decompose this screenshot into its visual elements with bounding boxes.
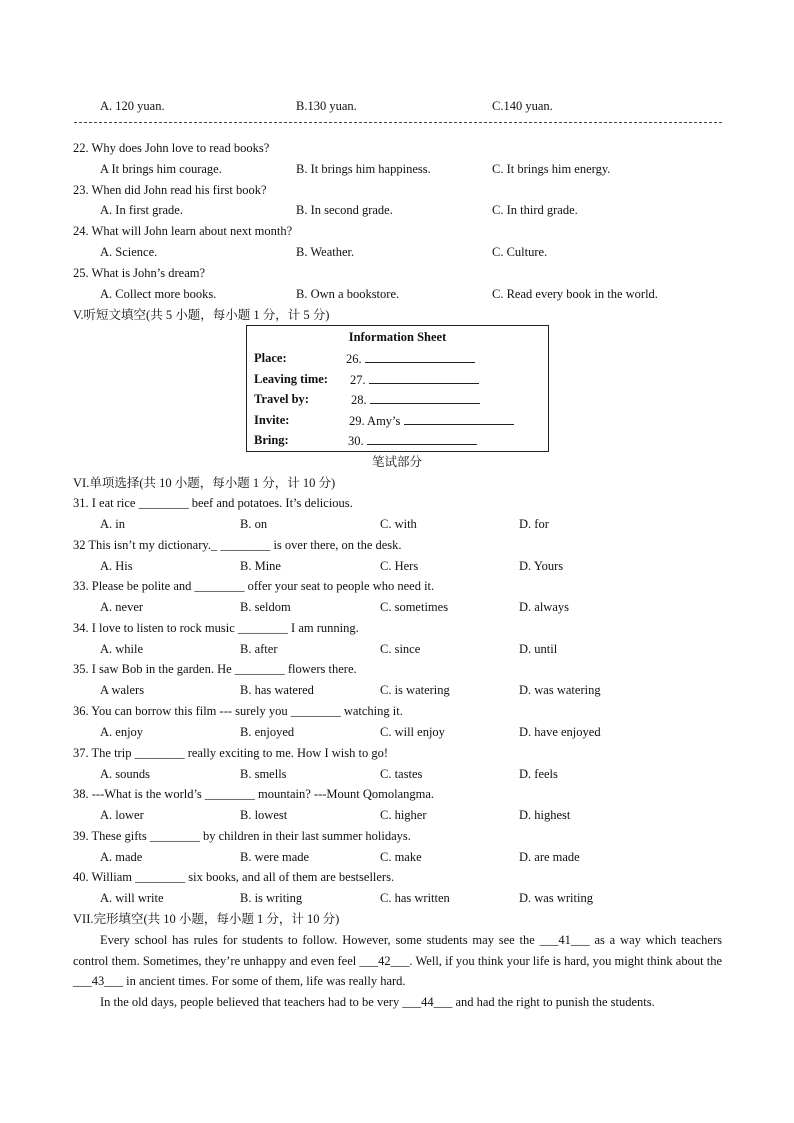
info-row-leaving-time [254,371,328,387]
information-sheet [246,325,549,452]
q36-option-c[interactable]: C. will enjoy [380,725,445,739]
q31-option-b[interactable]: B. on [240,517,268,531]
q35-option-c[interactable]: C. is watering [380,683,450,698]
q32-option-d[interactable]: D. Yours [519,558,564,573]
info-row-place [254,350,287,366]
info-label: Leaving time: [254,372,328,386]
question-32: 32 This isn’t my dictionary._ ________ is over there, on the desk. [73,537,402,552]
info-label: Place: [254,351,287,365]
q21-option-a[interactable]: A. 120 yuan. [100,99,165,113]
question-31: 31. I eat rice ________ beef and potatoes. It’s delicious. [73,496,353,510]
q37-option-b[interactable]: B. smells [240,766,287,781]
q38-option-b[interactable]: B. lowest [240,808,288,823]
q34-option-d[interactable]: D. until [519,641,558,656]
question-23: 23. When did John read his first book? [73,183,267,197]
q33-option-a[interactable]: A. never [100,600,144,615]
q36-option-a[interactable]: A. enjoy [100,725,144,739]
q34-option-c[interactable]: C. since [380,641,421,656]
section-vii-heading: VII.完形填空(共 10 小题，每小题 1 分，计 10 分) [73,912,340,926]
q33-option-c[interactable]: C. sometimes [380,600,449,615]
question-36: 36. You can borrow this film --- surely you ________ watching it. [73,704,403,718]
q21-option-b[interactable]: B.130 yuan. [296,99,357,113]
q23-option-a[interactable]: A. In first grade. [100,203,183,217]
info-label: Travel by: [254,392,309,406]
q39-option-c[interactable]: C. make [380,849,422,864]
question-35: 35. I saw Bob in the garden. He ________ flowers there. [73,662,357,677]
info-number: 29. Amy’s [349,414,401,428]
info-field-29[interactable] [349,412,514,429]
q35-option-d[interactable]: D. was watering [519,683,601,698]
q35-option-a[interactable]: A walers [100,683,145,698]
q40-option-a[interactable]: A. will write [100,891,164,906]
dashed-divider [74,122,722,123]
info-number: 30. [348,434,364,448]
written-part-heading: 笔试部分 [371,455,422,469]
q34-option-b[interactable]: B. after [240,641,278,656]
q22-option-b[interactable]: B. It brings him happiness. [296,162,431,176]
q36-option-d[interactable]: D. have enjoyed [519,725,601,739]
q32-option-b[interactable]: B. Mine [240,558,281,573]
q24-option-c[interactable]: C. Culture. [492,245,548,259]
q34-option-a[interactable]: A. while [100,641,144,656]
q23-option-b[interactable]: B. In second grade. [296,203,393,217]
question-34: 34. I love to listen to rock music ________ I am running. [73,620,359,635]
cloze-paragraph-2: In the old days, people believed that teachers had to be very ___44___ and had the right to punish the students. [100,994,655,1009]
q40-option-b[interactable]: B. is writing [240,891,303,906]
q33-option-d[interactable]: D. always [519,600,569,615]
q38-option-c[interactable]: C. higher [380,808,427,823]
q32-option-a[interactable]: A. His [100,558,133,573]
section-vi-heading: VI.单项选择(共 10 小题，每小题 1 分，计 10 分) [73,476,336,490]
info-number: 26. [346,352,362,366]
q22-option-a[interactable]: A It brings him courage. [100,162,222,176]
q21-option-c[interactable]: C.140 yuan. [492,99,553,113]
info-field-26[interactable] [346,350,475,367]
question-22: 22. Why does John love to read books? [73,141,270,155]
info-label: Bring: [254,433,289,447]
info-number: 28. [351,393,367,407]
cloze-paragraph-1: Every school has rules for students to follow. However, some students may see the ___41___ as a way which teachers control them. Sometimes, they’re unhappy and even feel ___42___. Well, if you think your life is hard, you might think about the ___43___ in ancient times. For some of them, life was really hard. [73,933,722,988]
q31-option-d[interactable]: D. for [519,517,549,531]
q25-option-c[interactable]: C. Read every book in the world. [492,287,658,301]
cloze-passage [73,930,722,1012]
info-row-travel-by [254,391,309,407]
question-38: 38. ---What is the world’s ________ mountain? ---Mount Qomolangma. [73,787,435,802]
question-37: 37. The trip ________ really exciting to me. How I wish to go! [73,745,388,760]
q33-option-b[interactable]: B. seldom [240,600,291,615]
q25-option-a[interactable]: A. Collect more books. [100,287,217,301]
question-24: 24. What will John learn about next month? [73,224,293,238]
info-field-27[interactable] [350,371,479,388]
q40-option-c[interactable]: C. has written [380,891,450,906]
section-v-heading: V.听短文填空(共 5 小题，每小题 1 分，计 5 分) [73,308,330,322]
q22-option-c[interactable]: C. It brings him energy. [492,162,611,176]
answer-blank[interactable] [404,412,514,425]
q25-option-b[interactable]: B. Own a bookstore. [296,287,400,301]
q38-option-d[interactable]: D. highest [519,808,571,823]
q31-option-c[interactable]: C. with [380,517,417,531]
q35-option-b[interactable]: B. has watered [240,683,314,698]
question-25: 25. What is John’s dream? [73,266,206,280]
q24-option-b[interactable]: B. Weather. [296,245,355,259]
q38-option-a[interactable]: A. lower [100,808,144,823]
q37-option-d[interactable]: D. feels [519,766,558,781]
question-40: 40. William ________ six books, and all of them are bestsellers. [73,870,395,885]
q23-option-c[interactable]: C. In third grade. [492,203,578,217]
q37-option-a[interactable]: A. sounds [100,766,151,781]
question-33: 33. Please be polite and ________ offer your seat to people who need it. [73,579,435,594]
answer-blank[interactable] [370,391,480,404]
information-sheet-title: Information Sheet [348,330,447,344]
info-row-bring [254,432,289,448]
q32-option-c[interactable]: C. Hers [380,558,419,573]
info-row-invite [254,412,289,428]
answer-blank[interactable] [367,432,477,445]
q24-option-a[interactable]: A. Science. [100,245,158,259]
q40-option-d[interactable]: D. was writing [519,891,593,906]
answer-blank[interactable] [369,371,479,384]
q39-option-b[interactable]: B. were made [240,849,310,864]
info-label: Invite: [254,413,290,427]
q37-option-c[interactable]: C. tastes [380,766,423,781]
answer-blank[interactable] [365,350,475,363]
info-number: 27. [350,373,366,387]
q39-option-d[interactable]: D. are made [519,849,580,864]
info-field-30[interactable] [348,432,477,449]
q36-option-b[interactable]: B. enjoyed [240,725,295,739]
q31-option-a[interactable]: A. in [100,517,125,531]
q39-option-a[interactable]: A. made [100,849,143,864]
info-field-28[interactable] [351,391,480,408]
question-39: 39. These gifts ________ by children in their last summer holidays. [73,828,411,843]
